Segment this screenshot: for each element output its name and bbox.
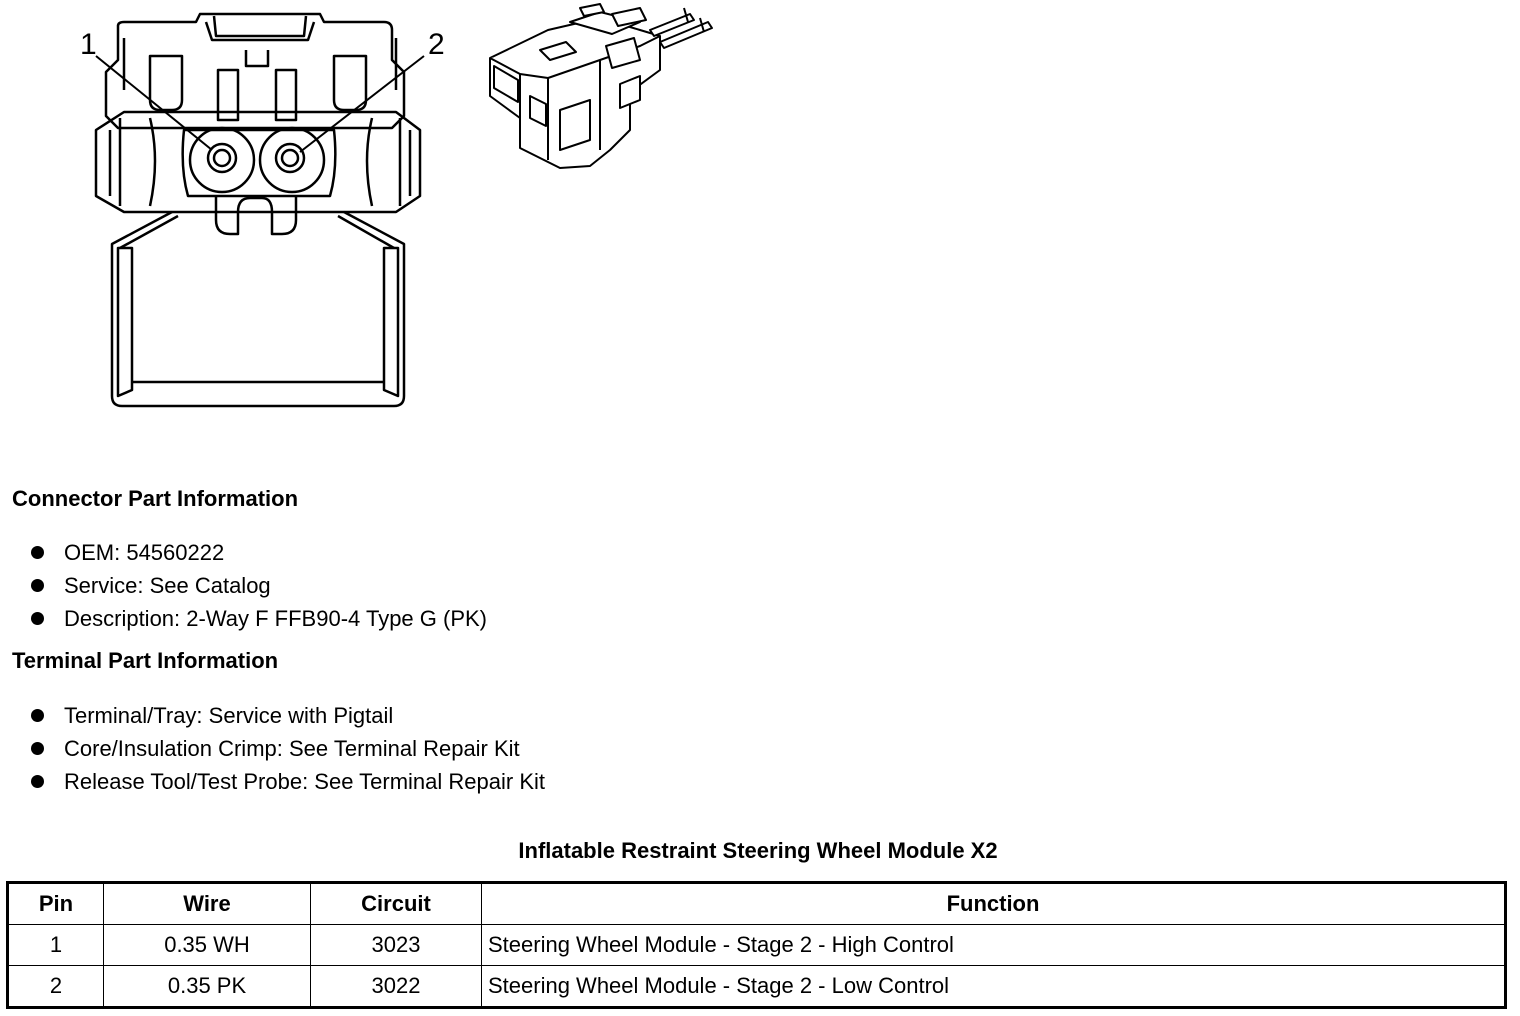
cell-circuit: 3023 bbox=[311, 925, 482, 966]
list-item-text: Core/Insulation Crimp: See Terminal Repair Kit bbox=[64, 735, 520, 761]
pin-2-callout: 2 bbox=[428, 28, 445, 61]
list-item bbox=[28, 699, 545, 732]
list-item-text: Terminal/Tray: Service with Pigtail bbox=[64, 702, 394, 728]
list-item bbox=[28, 732, 545, 765]
terminal-part-info-list bbox=[28, 699, 545, 798]
bullet-icon bbox=[31, 579, 44, 592]
pin-1-callout: 1 bbox=[80, 28, 97, 61]
cell-pin: 1 bbox=[8, 925, 104, 966]
list-item-text: Service: See Catalog bbox=[64, 572, 271, 598]
list-item-text: Release Tool/Test Probe: See Terminal Repair Kit bbox=[64, 768, 545, 794]
table-row bbox=[8, 925, 1506, 966]
cell-wire: 0.35 PK bbox=[104, 966, 311, 1008]
terminal-part-info-heading: Terminal Part Information bbox=[12, 648, 279, 673]
table-title: Inflatable Restraint Steering Wheel Module X2 bbox=[518, 838, 998, 863]
connector-illustrations bbox=[0, 0, 760, 420]
connector-part-info-list bbox=[28, 536, 487, 635]
list-item-text: Description: 2-Way F FFB90-4 Type G (PK) bbox=[64, 605, 488, 631]
pin-table bbox=[6, 881, 1507, 1009]
bullet-icon bbox=[31, 546, 44, 559]
cell-wire: 0.35 WH bbox=[104, 925, 311, 966]
list-item bbox=[28, 569, 487, 602]
column-header-pin: Pin bbox=[8, 883, 104, 925]
bullet-icon bbox=[31, 742, 44, 755]
bullet-icon bbox=[31, 775, 44, 788]
list-item bbox=[28, 602, 487, 635]
connector-part-info-heading: Connector Part Information bbox=[12, 486, 299, 511]
list-item bbox=[28, 765, 545, 798]
bullet-icon bbox=[31, 612, 44, 625]
list-item-text: OEM: 54560222 bbox=[64, 539, 225, 565]
cell-function: Steering Wheel Module - Stage 2 - High Control bbox=[482, 925, 1506, 966]
cell-function: Steering Wheel Module - Stage 2 - Low Control bbox=[482, 966, 1506, 1008]
bullet-icon bbox=[31, 709, 44, 722]
list-item bbox=[28, 536, 487, 569]
column-header-function: Function bbox=[482, 883, 1506, 925]
column-header-circuit: Circuit bbox=[311, 883, 482, 925]
cell-circuit: 3022 bbox=[311, 966, 482, 1008]
cell-pin: 2 bbox=[8, 966, 104, 1008]
table-row bbox=[8, 966, 1506, 1008]
column-header-wire: Wire bbox=[104, 883, 311, 925]
connector-isometric-drawing bbox=[0, 0, 760, 420]
table-header-row bbox=[8, 883, 1506, 925]
